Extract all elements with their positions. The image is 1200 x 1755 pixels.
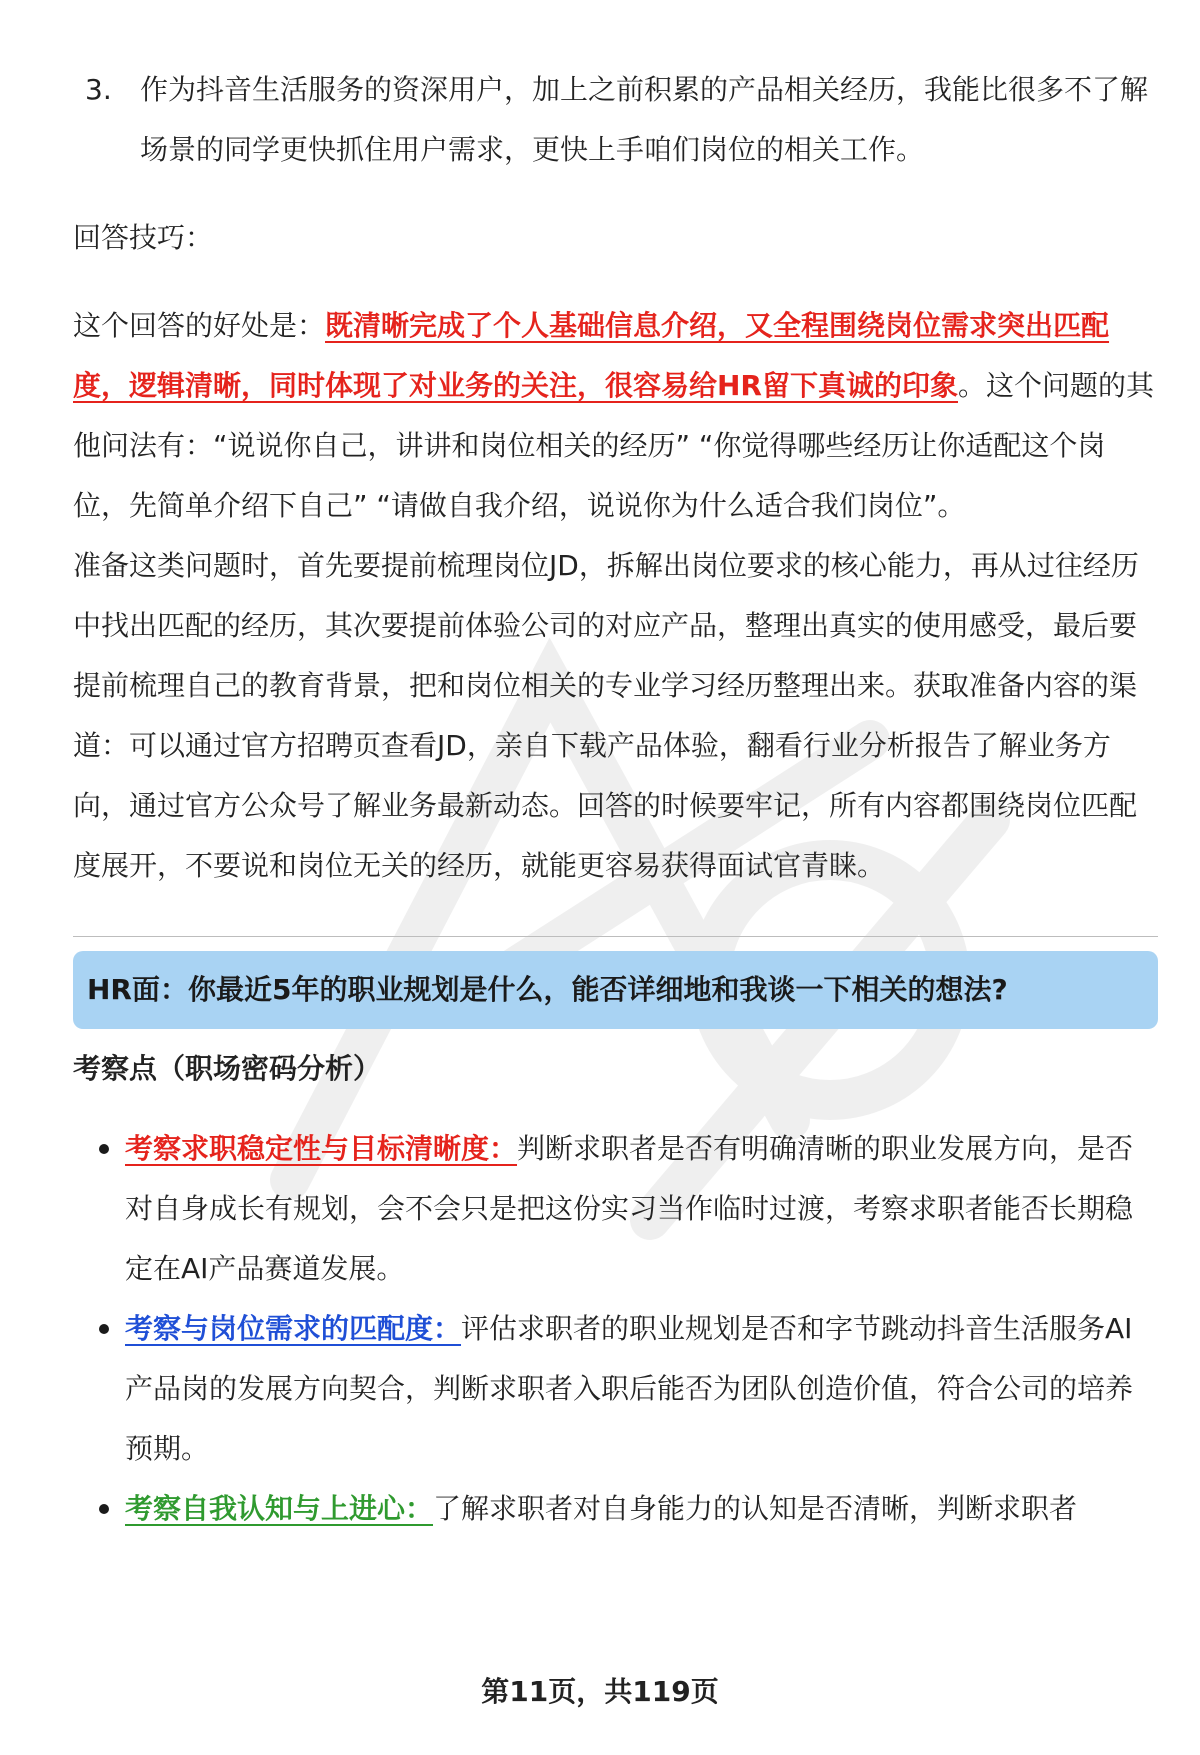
bullet-body: 判断求职者是否有明确清晰的职业发展方向，是否对自身成长有规划，会不会只是把这份实习当作临时过渡，考察求职者能否长期稳定在AI产品赛道发展。: [125, 1132, 1134, 1285]
answer-suffix: 。这个问题的其他问法有：“说说你自己，讲讲和岗位相关的经历” “你觉得哪些经历让你适配这个岗位，先简单介绍下自己” “请做自我介绍，说说你为什么适合我们岗位”。: [73, 369, 1155, 522]
bullet-keyword: 考察与岗位需求的匹配度：: [125, 1312, 462, 1345]
section-divider: [73, 936, 1158, 937]
bullet-list: [73, 1119, 1158, 1539]
list-item: [73, 1479, 1158, 1539]
question-callout: HR面：你最近5年的职业规划是什么，能否详细地和我谈一下相关的想法?: [73, 951, 1158, 1029]
bullet-body: 了解求职者对自身能力的认知是否清晰，判断求职者: [433, 1492, 1078, 1525]
bullet-keyword: 考察自我认知与上进心：: [125, 1492, 434, 1525]
section-title: 考察点（职场密码分析）: [73, 1052, 382, 1085]
list-item: [73, 1299, 1158, 1479]
bullet-dot-icon: [73, 1299, 125, 1479]
page-footer: 第11页，共119页: [481, 1675, 719, 1708]
bullet-text: [125, 1479, 1077, 1539]
numbered-list-item: [73, 60, 1158, 180]
tips-label: 回答技巧：: [73, 221, 214, 254]
answer-prefix: 这个回答的好处是：: [73, 309, 326, 342]
bullet-keyword: 考察求职稳定性与目标清晰度：: [125, 1132, 518, 1165]
list-item: [73, 1119, 1158, 1299]
bullet-text: [125, 1299, 1158, 1479]
document-body: [73, 60, 1158, 1539]
bullet-body: 评估求职者的职业规划是否和字节跳动抖音生活服务AI产品岗的发展方向契合，判断求职者入职后能否为团队创造价值，符合公司的培养预期。: [125, 1312, 1134, 1465]
answer-paragraph: [73, 296, 1158, 536]
list-number: 3.: [85, 73, 112, 106]
bullet-text: [125, 1119, 1158, 1299]
answer-highlight: 既清晰完成了个人基础信息介绍，又全程围绕岗位需求突出匹配度，逻辑清晰，同时体现了对业务的关注，很容易给HR留下真诚的印象: [73, 309, 1110, 402]
list-item-text: 作为抖音生活服务的资深用户，加上之前积累的产品相关经历，我能比很多不了解场景的同学更快抓住用户需求，更快上手咱们岗位的相关工作。: [140, 73, 1149, 166]
bullet-dot-icon: [73, 1479, 125, 1539]
prep-paragraph: 准备这类问题时，首先要提前梳理岗位JD，拆解出岗位要求的核心能力，再从过往经历中找出匹配的经历，其次要提前体验公司的对应产品，整理出真实的使用感受，最后要提前梳理自己的教育背景，把和岗位相关的专业学习经历整理出来。获取准备内容的渠道：可以通过官方招聘页查看JD，亲自下载产品体验，翻看行业分析报告了解业务方向，通过官方公众号了解业务最新动态。回答的时候要牢记，所有内容都围绕岗位匹配度展开，不要说和岗位无关的经历，就能更容易获得面试官青睐。: [73, 549, 1139, 882]
bullet-dot-icon: [73, 1119, 125, 1299]
